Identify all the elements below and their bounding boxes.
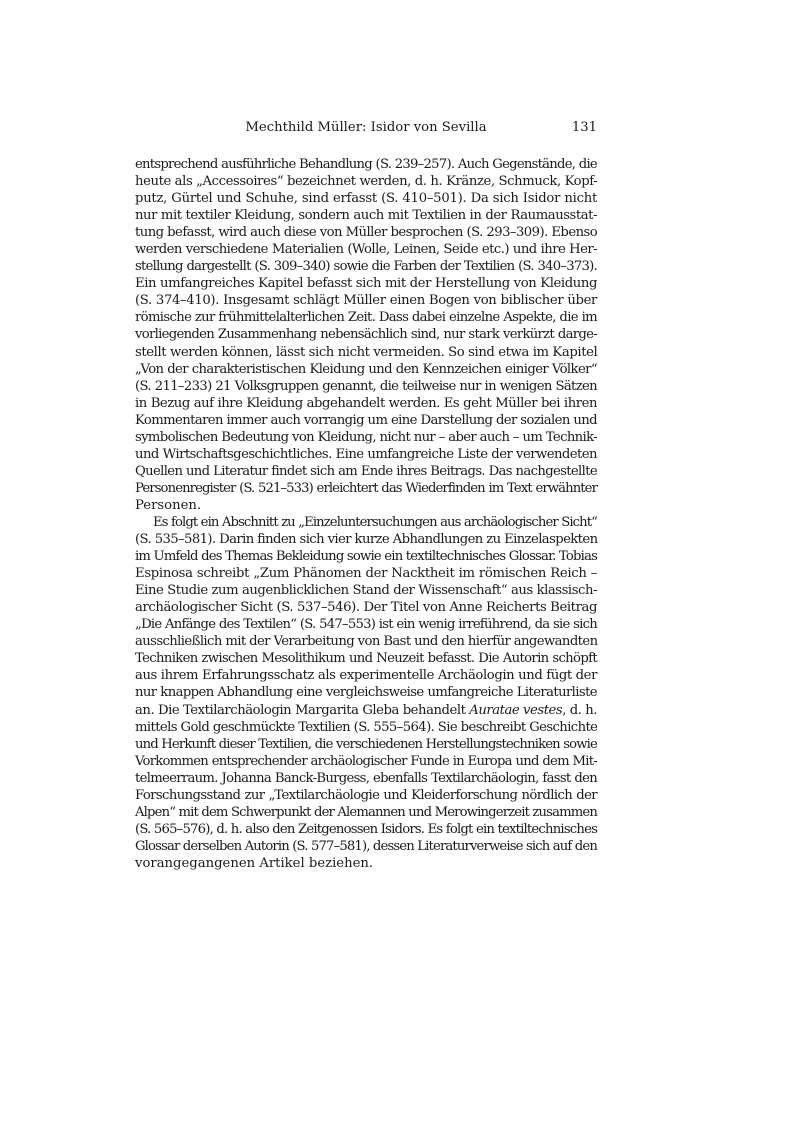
paragraph-2 [135,514,597,872]
text-line: Espinosa schreibt „Zum Phänomen der Nacktheit im römischen Reich – [135,566,597,582]
text-line: vorliegenden Zusammenhang nebensächlich sind, nur stark verkürzt darge- [135,327,597,343]
text-line: (S. 535–581). Darin finden sich vier kurze Abhandlungen zu Einzelaspekten [135,532,598,548]
text-line: (S. 565–576), d. h. also den Zeitgenossen Isidors. Es folgt ein textiltechnisches [135,821,598,837]
body-text [135,156,597,872]
text-line: mittels Gold geschmückte Textilien (S. 555–564). Sie beschreibt Geschichte [135,719,598,735]
text-line-with-italic [135,702,597,719]
text-line: Glossar derselben Autorin (S. 577–581), dessen Literaturverweise sich auf den [135,838,597,854]
text-line: Forschungsstand zur „Textilarchäologie und Kleiderforschung nördlich der [135,787,597,803]
text-line: tung befasst, wird auch diese von Müller besprochen (S. 293–309). Ebenso [135,225,598,241]
text-line: Techniken zwischen Mesolithikum und Neuzeit befasst. Die Autorin schöpft [135,651,597,667]
text-line: „Von der charakteristischen Kleidung und den Kennzeichen einiger Völker“ [135,361,597,377]
text-line: stellung dargestellt (S. 309–340) sowie die Farben der Textilien (S. 340–373). [135,259,597,275]
text-line: in Bezug auf ihre Kleidung abgehandelt werden. Es geht Müller bei ihren [135,395,597,411]
text-line: im Umfeld des Themas Bekleidung sowie ein textiltechnisches Glossar. Tobias [135,549,598,565]
text-line: und Wirtschaftsgeschichtliches. Eine umfangreiche Liste der verwendeten [135,446,597,462]
text-line: archäologischer Sicht (S. 537–546). Der Titel von Anne Reicherts Beitrag [135,600,597,616]
text-line: telmeerraum. Johanna Banck-Burgess, ebenfalls Textilarchäologin, fasst den [135,770,597,786]
text-line: ausschließlich mit der Verarbeitung von Bast und den hierfür angewandten [135,634,598,650]
page-number: 131 [571,120,597,135]
text-line: aus ihrem Erfahrungsschatz als experimentelle Archäologin und fügt der [135,668,597,684]
text-line: entsprechend ausführliche Behandlung (S. 239–257). Auch Gegenstände, die [135,157,597,172]
text-line: nur knappen Abhandlung eine vergleichsweise umfangreiche Literaturliste [135,685,597,701]
text-segment: , d. h. [562,702,598,718]
paragraph-1 [135,156,597,514]
text-line: Alpen“ mit dem Schwerpunkt der Alemannen und Merowingerzeit zusammen [135,804,597,820]
text-line: Personenregister (S. 521–533) erleichtert das Wiederfinden im Text erwähnter [135,480,597,496]
text-line: Quellen und Literatur findet sich am Ende ihres Beitrags. Das nachgestellte [135,463,597,479]
text-line: Vorkommen entsprechender archäologischer Funde in Europa und dem Mit- [135,753,597,769]
text-line: nur mit textiler Kleidung, sondern auch mit Textilien in der Raumausstat- [135,208,597,224]
text-line: vorangegangenen Artikel beziehen. [135,855,374,871]
text-line: (S. 374–410). Insgesamt schlägt Müller einen Bogen von biblischer über [135,293,597,309]
text-line: (S. 211–233) 21 Volksgruppen genannt, die teilweise nur in wenigen Sätzen [135,378,597,394]
text-line: römische zur frühmittelalterlichen Zeit. Dass dabei einzelne Aspekte, die im [135,310,597,326]
text-line: heute als „Accessoires“ bezeichnet werden, d. h. Kränze, Schmuck, Kopf- [135,174,598,190]
text-line: und Herkunft dieser Textilien, die verschiedenen Herstellungstechniken sowie [135,736,597,752]
text-line: Personen. [135,497,202,513]
text-line: werden verschiedene Materialien (Wolle, Leinen, Seide etc.) und ihre Her- [135,242,597,258]
text-line: Eine Studie zum augenblicklichen Stand der Wissenschaft“ aus klassisch- [135,583,597,599]
running-head-title: Mechthild Müller: Isidor von Sevilla [245,120,487,135]
text-line: Kommentaren immer auch vorrangig um eine Darstellung der sozialen und [135,412,597,428]
text-line: „Die Anfänge des Textilen“ (S. 547–553) ist ein wenig irreführend, da sie sich [135,617,597,633]
text-line: Es folgt ein Abschnitt zu „Einzeluntersuchungen aus archäologischer Sicht“ [153,514,597,530]
italic-phrase: Auratae vestes [469,702,563,718]
text-line: symbolischen Bedeutung von Kleidung, nicht nur – aber auch – um Technik- [135,429,597,445]
text-line: putz, Gürtel und Schuhe, sind erfasst (S. 410–501). Da sich Isidor nicht [135,191,597,207]
text-line: stellt werden können, lässt sich nicht vermeiden. So sind etwa im Kapitel [135,344,598,360]
running-head [135,119,597,137]
text-segment: an. Die Textilarchäologin Margarita Gleba behandelt [135,702,466,718]
text-line: Ein umfangreiches Kapitel befasst sich mit der Herstellung von Kleidung [135,276,597,292]
